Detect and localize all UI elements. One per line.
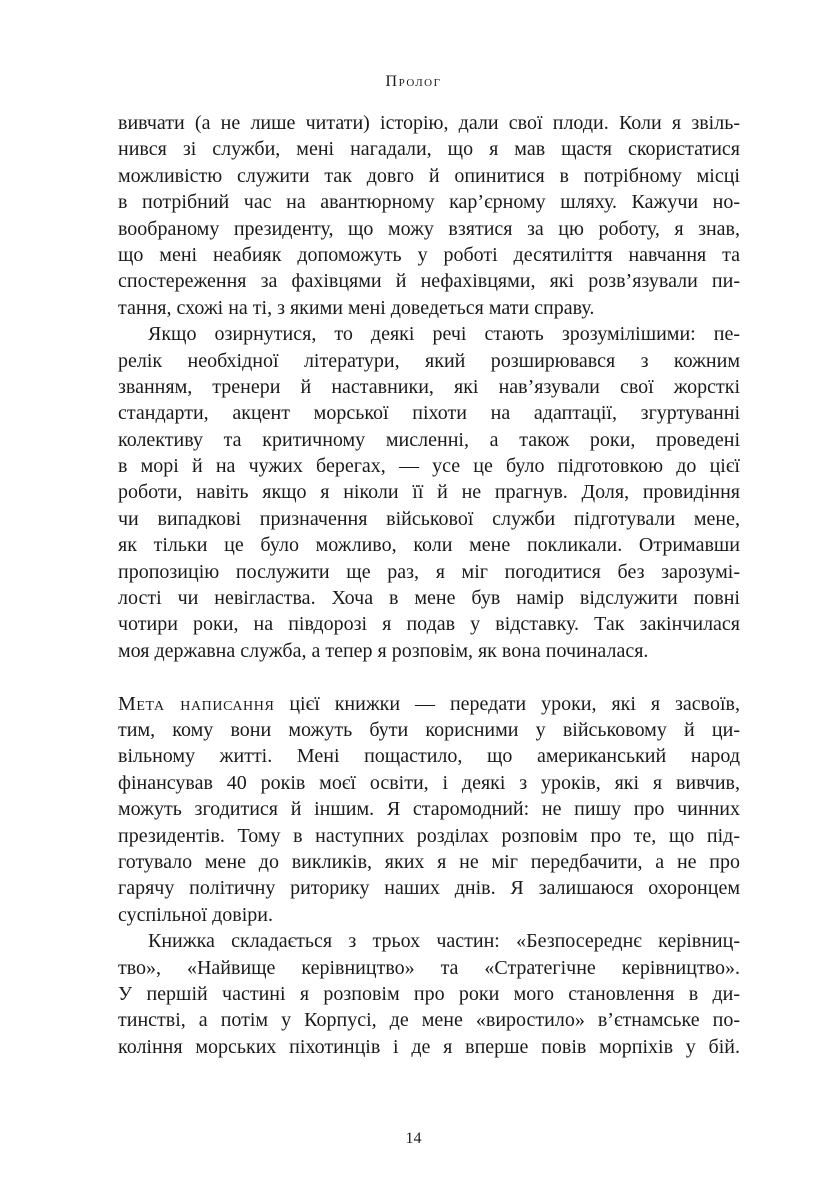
- paragraph-2: [118, 321, 740, 664]
- text-line: коління морських піхотинців і де я вперше повів морпіхів у бій.: [118, 1035, 740, 1058]
- text-line: можливістю служити так довго й опинитися в потрібному місці: [118, 164, 740, 187]
- text-line: в морі й на чужих берегах, — усе це було підготовкою до цієї: [118, 455, 740, 478]
- text-line: моя державна служба, а тепер я розповім, як вона починалася.: [118, 639, 649, 662]
- text-line: як тільки це було можливо, коли мене покликали. Отримавши: [118, 534, 740, 557]
- text-line: чи випадкові призначення військової служби підготували мене,: [118, 507, 740, 530]
- text-line: вільному житті. Мені пощастило, що американський народ: [118, 745, 740, 768]
- text-line: релік необхідної літератури, який розширювався з кожним: [118, 349, 740, 372]
- text-line: стандарти, акцент морської піхоти на адаптації, згуртуванні: [118, 402, 740, 425]
- text-line: роботи, навіть якщо я ніколи її й не прагнув. Доля, провидіння: [118, 481, 740, 504]
- paragraph-3: [118, 691, 740, 929]
- text-line: що мені неабияк допоможуть у роботі десятиліття навчання та: [118, 243, 740, 266]
- text-line: суспільної довіри.: [118, 903, 273, 926]
- text-line: тво», «Найвище керівництво» та «Стратегічне керівництво».: [118, 956, 740, 979]
- text-line: Якщо озирнутися, то деякі речі стають зрозумілішими: пе-: [148, 323, 740, 346]
- text-line: президентів. Тому в наступних розділах розповім про те, що під-: [118, 824, 740, 847]
- text-line: колективу та критичному мисленні, а також роки, проведені: [118, 428, 740, 451]
- paragraph-4: [118, 928, 740, 1060]
- section-lead-in: Мета написання: [118, 692, 275, 715]
- text-line: в потрібний час на авантюрному кар’єрному шляху. Кажучи но-: [118, 191, 740, 214]
- text-line-continuation: цієї книжки — передати уроки, які я засвоїв,: [274, 692, 740, 715]
- text-line: тинстві, а потім у Корпусі, де мене «виростило» в’єтнамське по-: [118, 1009, 740, 1032]
- text-line: можуть згодитися й іншим. Я старомодний: не пишу про чинних: [118, 798, 740, 821]
- text-line: тим, кому вони можуть бути корисними у військовому й ци-: [118, 718, 740, 741]
- text-line: лості чи невігластва. Хоча в мене був намір відслужити повні: [118, 587, 740, 610]
- text-line: [118, 691, 740, 717]
- text-line: Книжка складається з трьох частин: «Безпосереднє керівниц-: [148, 930, 740, 953]
- text-line: чотири роки, на півдорозі я подав у відставку. Так закінчилася: [118, 613, 740, 636]
- paragraph-1: [118, 110, 740, 321]
- text-line: вивчати (а не лише читати) історію, дали свої плоди. Коли я звіль-: [118, 112, 740, 134]
- text-line: готувало мене до викликів, яких я не міг передбачити, а не про: [118, 850, 740, 873]
- text-line: гарячу політичну риторику наших днів. Я залишаюся охоронцем: [118, 877, 740, 900]
- text-line: нився зі служби, мені нагадали, що я мав щастя скористатися: [118, 138, 740, 161]
- text-line: званням, тренери й наставники, які нав’язували свої жорсткі: [118, 375, 740, 398]
- body-text: [118, 110, 740, 1060]
- text-line: пропозицію послужити ще раз, я міг погодитися без зарозумі-: [118, 560, 740, 583]
- text-line: спостереження за фахівцями й нефахівцями, які розв’язували пи-: [118, 270, 740, 293]
- running-head: Пролог: [385, 73, 442, 90]
- text-line: фінансував 40 років моєї освіти, і деякі з уроків, які я вивчив,: [118, 771, 740, 794]
- text-line: тання, схожі на ті, з якими мені доведеться мати справу.: [118, 296, 595, 319]
- section-break: [118, 664, 740, 690]
- text-line: вообраному президенту, що можу взятися за цю роботу, я знав,: [118, 217, 740, 240]
- text-line: У першій частині я розповім про роки мого становлення в ди-: [118, 982, 740, 1005]
- page-number: 14: [405, 1130, 422, 1147]
